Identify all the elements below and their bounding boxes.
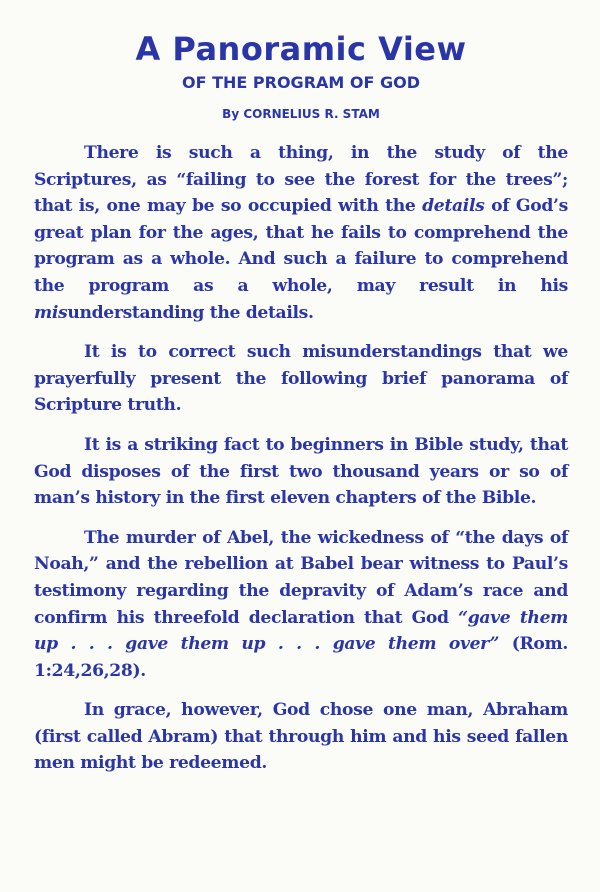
paragraph-4: The murder of Abel, the wickedness of “the days of Noah,” and the rebellion at Babel bear witness to Paul’s testimony regarding the depravity of Adam’s race and confirm his threefold declaration that God “gave them up . . . gave them up . . . gave them over” (Rom. 1:24,26,28). [34, 527, 568, 681]
article-title: A Panoramic View [135, 30, 467, 68]
paragraph-1: There is such a thing, in the study of the Scriptures, as “failing to see the forest for the trees”; that is, one may be so occupied with the details of God’s great plan for the ages, that he fails to comprehend the program as a whole. And such a failure to comprehend the program as a whole, may result in his misunderstanding the details. [34, 143, 568, 323]
paragraph-5: In grace, however, God chose one man, Abraham (first called Abram) that through him and his seed fallen men might be redeemed. [34, 700, 568, 774]
article-body [34, 140, 568, 777]
author-byline: By CORNELIUS R. STAM [222, 107, 380, 121]
emphasis-mis: mis [34, 302, 68, 323]
paragraph-3: It is a striking fact to beginners in Bible study, that God disposes of the first two thousand years or so of man’s history in the first eleven chapters of the Bible. [34, 434, 568, 509]
emphasis-details: details [422, 196, 485, 217]
article-subtitle: OF THE PROGRAM OF GOD [182, 73, 420, 92]
scripture-quote: “gave them up . . . gave them up . . . gave them over” [34, 607, 568, 655]
paragraph-2: It is to correct such misunderstandings that we prayerfully present the following brief panorama of Scripture truth. [34, 342, 568, 416]
